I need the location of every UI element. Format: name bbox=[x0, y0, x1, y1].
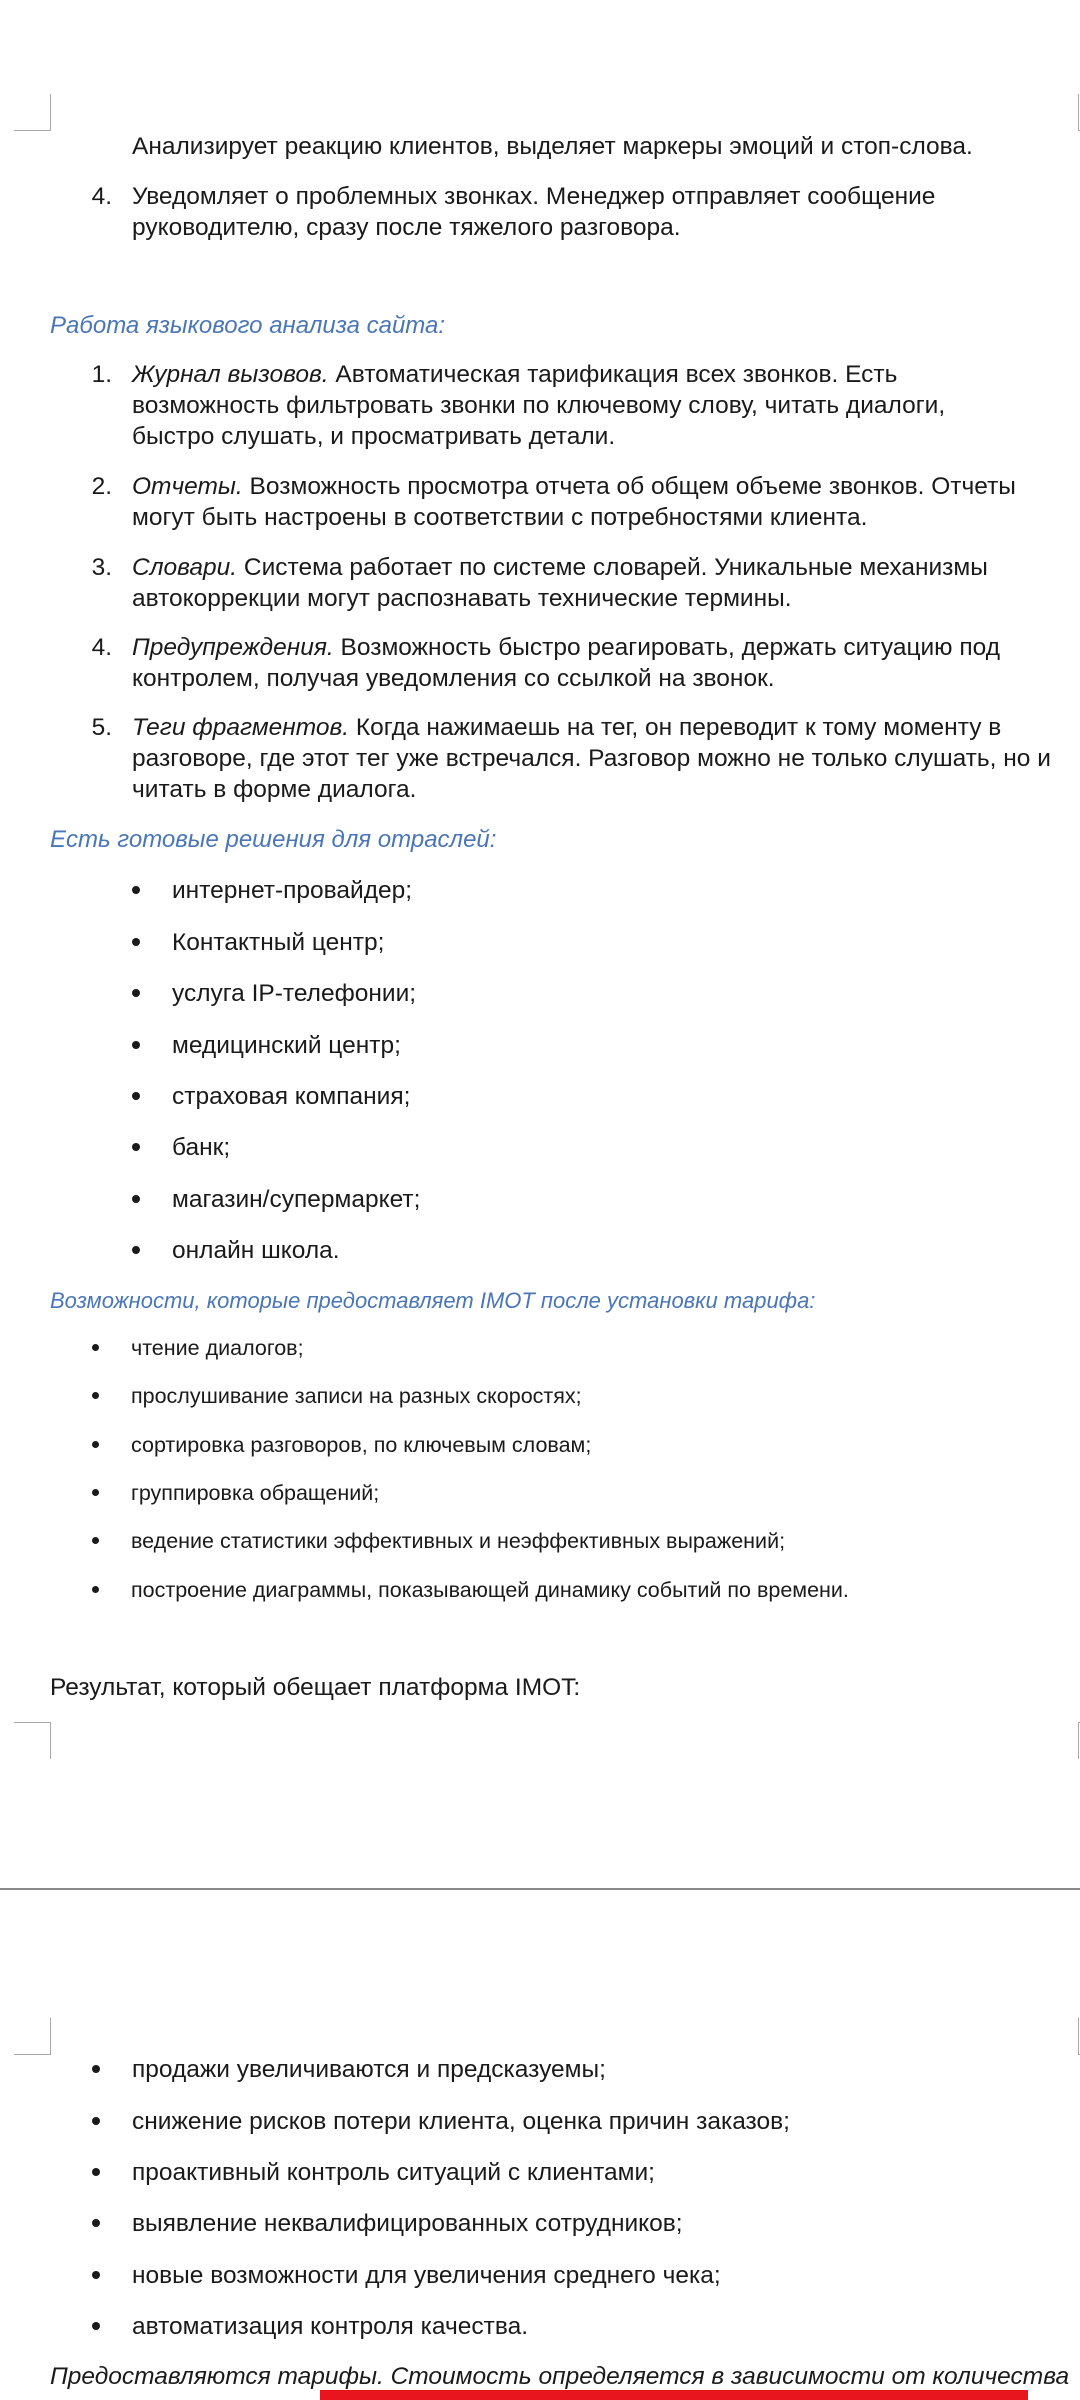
bullet-icon bbox=[132, 1246, 140, 1254]
list-item bbox=[132, 359, 1002, 452]
bullet-icon bbox=[92, 1537, 99, 1544]
bullet-icon bbox=[132, 989, 140, 997]
bullet-icon bbox=[132, 1143, 140, 1151]
list-item: автоматизация контроля качества. bbox=[92, 2311, 528, 2342]
list-item-text: Когда нажимаешь на тег, он переводит к тому моменту в разговоре, где этот тег уже встречался. Разговор можно не только слушать, но и читать в форме диалога. bbox=[132, 714, 1051, 803]
list-item: сортировка разговоров, по ключевым словам; bbox=[92, 1430, 591, 1461]
list-item: прослушивание записи на разных скоростях; bbox=[92, 1381, 582, 1412]
list-item: Контактный центр; bbox=[132, 927, 384, 958]
bullet-icon bbox=[132, 938, 140, 946]
bullet-icon bbox=[92, 1441, 99, 1448]
list-item-text: Уведомляет о проблемных звонках. Менеджер отправляет сообщение руководителю, сразу после тяжелого разговора. bbox=[132, 183, 936, 241]
list-item-title: Словари. bbox=[132, 554, 238, 581]
bullet-icon bbox=[132, 1195, 140, 1203]
list-item: медицинский центр; bbox=[132, 1030, 401, 1061]
section-heading: Возможности, которые предоставляет IMOT после установки тарифа: bbox=[50, 1288, 816, 1313]
bullet-icon bbox=[132, 1041, 140, 1049]
page-break-divider bbox=[0, 1888, 1080, 1890]
list-item: чтение диалогов; bbox=[92, 1333, 304, 1364]
page-corner-mark bbox=[14, 94, 51, 131]
paragraph-line: Анализирует реакцию клиентов, выделяет маркеры эмоций и стоп-слова. bbox=[132, 133, 973, 160]
list-item: снижение рисков потери клиента, оценка причин заказов; bbox=[92, 2106, 790, 2137]
list-item: услуга IP-телефонии; bbox=[132, 978, 416, 1009]
list-item-text: Автоматическая тарификация всех звонков. Есть возможность фильтровать звонки по ключевому слову, читать диалоги, быстро слушать, и просматривать детали. bbox=[132, 361, 946, 450]
list-item: построение диаграммы, показывающей динамику событий по времени. bbox=[92, 1575, 849, 1606]
list-item: проактивный контроль ситуаций с клиентами; bbox=[92, 2157, 655, 2188]
list-item-title: Теги фрагментов. bbox=[132, 714, 350, 741]
list-item bbox=[132, 552, 1062, 614]
bullet-icon bbox=[92, 1392, 99, 1399]
list-item: ведение статистики эффективных и неэффективных выражений; bbox=[92, 1526, 785, 1557]
list-number: 4. bbox=[91, 634, 112, 661]
section-heading: Работа языкового анализа сайта: bbox=[50, 312, 446, 339]
bullet-icon bbox=[92, 2065, 100, 2073]
list-item: страховая компания; bbox=[132, 1081, 410, 1112]
list-item-text: Возможность быстро реагировать, держать ситуацию под контролем, получая уведомления со ссылкой на звонок. bbox=[132, 634, 1000, 692]
bullet-icon bbox=[92, 2168, 100, 2176]
list-item bbox=[132, 632, 1062, 694]
list-item bbox=[132, 471, 1062, 533]
bullet-icon bbox=[92, 1586, 99, 1593]
list-number: 4. bbox=[91, 183, 112, 210]
section-heading: Есть готовые решения для отраслей: bbox=[50, 826, 497, 853]
list-item-title: Отчеты. bbox=[132, 473, 243, 500]
paragraph-line: Результат, который обещает платформа IMOT: bbox=[50, 1674, 581, 1701]
bullet-icon bbox=[92, 2271, 100, 2279]
list-item-text: Система работает по системе словарей. Уникальные механизмы автокоррекции могут распознавать технические термины. bbox=[132, 554, 988, 612]
page-corner-mark bbox=[14, 1722, 51, 1759]
list-number: 5. bbox=[91, 714, 112, 741]
list-item: банк; bbox=[132, 1132, 230, 1163]
bullet-icon bbox=[92, 1344, 99, 1351]
bullet-icon bbox=[92, 2322, 100, 2330]
list-item-title: Предупреждения. bbox=[132, 634, 334, 661]
list-item: группировка обращений; bbox=[92, 1478, 379, 1509]
list-item: магазин/супермаркет; bbox=[132, 1184, 420, 1215]
list-item: интернет-провайдер; bbox=[132, 875, 412, 906]
bullet-icon bbox=[92, 1489, 99, 1496]
list-item: новые возможности для увеличения среднего чека; bbox=[92, 2260, 721, 2291]
list-item: выявление неквалифицированных сотрудников; bbox=[92, 2208, 683, 2239]
bullet-icon bbox=[92, 2219, 100, 2227]
bullet-icon bbox=[92, 2117, 100, 2125]
list-number: 2. bbox=[91, 473, 112, 500]
list-item-title: Журнал вызовов. bbox=[132, 361, 329, 388]
page-corner-mark bbox=[14, 2018, 51, 2055]
list-item: продажи увеличиваются и предсказуемы; bbox=[92, 2054, 606, 2085]
list-item: онлайн школа. bbox=[132, 1235, 340, 1266]
list-number: 1. bbox=[91, 361, 112, 388]
bullet-icon bbox=[132, 886, 140, 894]
list-item bbox=[132, 712, 1078, 805]
list-number: 3. bbox=[91, 554, 112, 581]
paragraph-line: Предоставляются тарифы. Стоимость определяется в зависимости от количества bbox=[50, 2363, 1070, 2390]
bullet-icon bbox=[132, 1092, 140, 1100]
list-item-text: Возможность просмотра отчета об общем объеме звонков. Отчеты могут быть настроены в соответствии с потребностями клиента. bbox=[132, 473, 1016, 531]
